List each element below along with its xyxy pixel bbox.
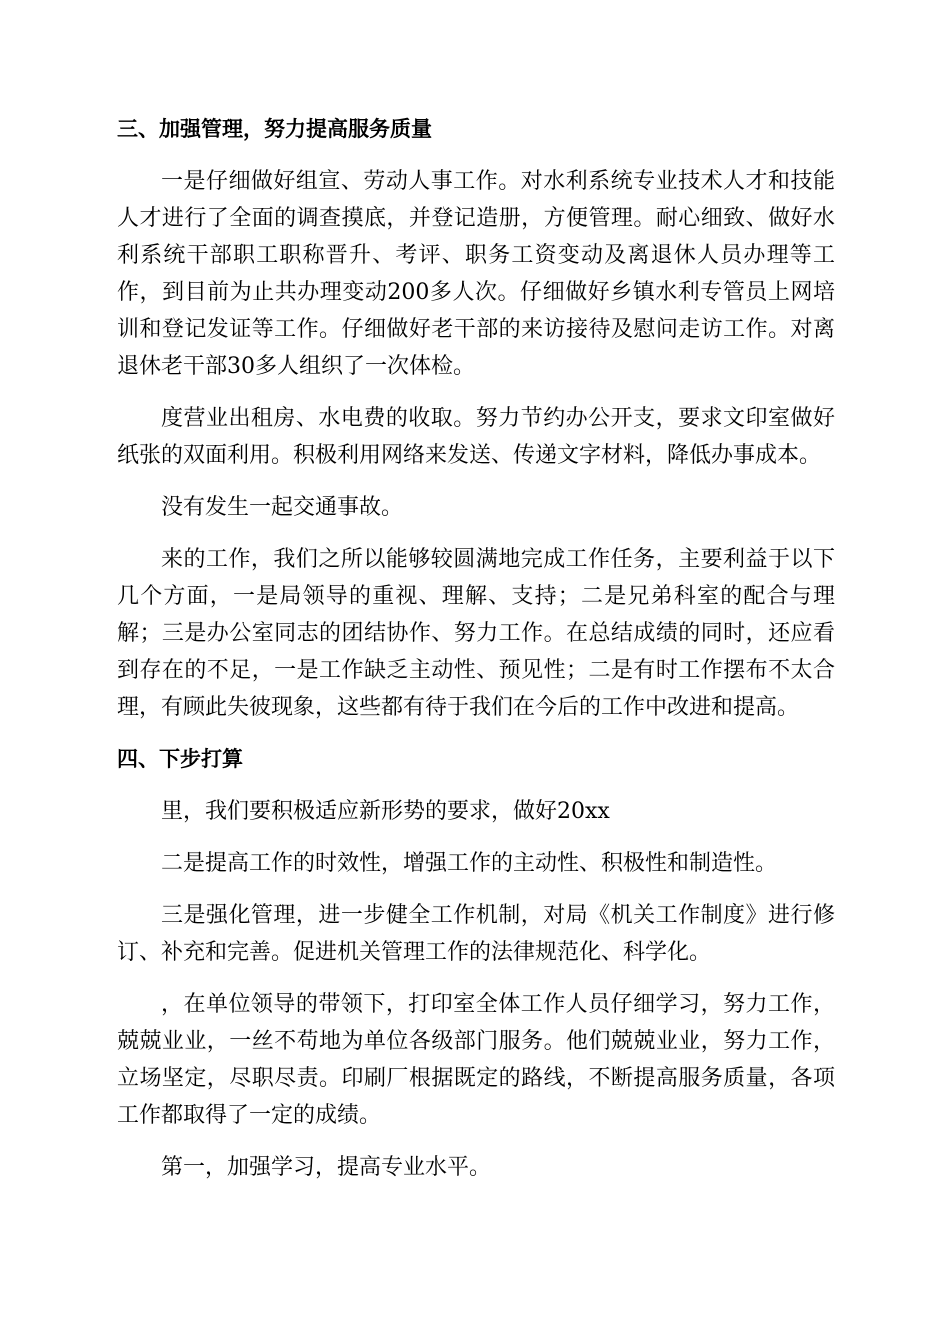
paragraph-print-room: ，在单位领导的带领下，打印室全体工作人员仔细学习，努力工作，兢兢业业，一丝不苟地为单位各级部门服务。他们兢兢业业，努力工作，立场坚定，尽职尽责。印刷厂根据既定的路线，不断提高服务质量，各项工作都取得了一定的成绩。 [117,992,835,1128]
paragraph-study: 第一，加强学习，提高专业水平。 [161,1155,492,1180]
section-heading-3: 三、加强管理，努力提高服务质量 [117,117,432,141]
section-heading-4: 四、下步打算 [117,747,243,771]
paragraph-efficiency: 二是提高工作的时效性，增强工作的主动性、积极性和制造性。 [161,851,778,876]
paragraph-management: 三是强化管理，进一步健全工作机制，对局《机关工作制度》进行修订、补充和完善。促进机关管理工作的法律规范化、科学化。 [117,903,835,965]
paragraph-summary: 来的工作，我们之所以能够较圆满地完成工作任务，主要利益于以下几个方面，一是局领导的重视、理解、支持；二是兄弟科室的配合与理解；三是办公室同志的团结协作、努力工作。在总结成绩的同时，还应看到存在的不足，一是工作缺乏主动性、预见性；二是有时工作摆布不太合理，有顾此失彼现象，这些都有待于我们在今后的工作中改进和提高。 [117,547,835,720]
paragraph-traffic-safety: 没有发生一起交通事故。 [161,495,404,520]
paragraph-personnel-work: 一是仔细做好组宣、劳动人事工作。对水利系统专业技术人才和技能人才进行了全面的调查摸底，并登记造册，方便管理。耐心细致、做好水利系统干部职工职称晋升、考评、职务工资变动及离退休人员办理等工作，到目前为止共办理变动200多人次。仔细做好乡镇水利专管员上网培训和登记发证等工作。仔细做好老干部的来访接待及慰问走访工作。对离退休老干部30多人组织了一次体检。 [117,169,835,379]
document-body [117,111,835,1201]
paragraph-expense-saving: 度营业出租房、水电费的收取。努力节约办公开支，要求文印室做好纸张的双面利用。积极利用网络来发送、传递文字材料，降低办事成本。 [117,406,835,468]
paragraph-next-steps: 里，我们要积极适应新形势的要求，做好20xx [161,799,610,824]
